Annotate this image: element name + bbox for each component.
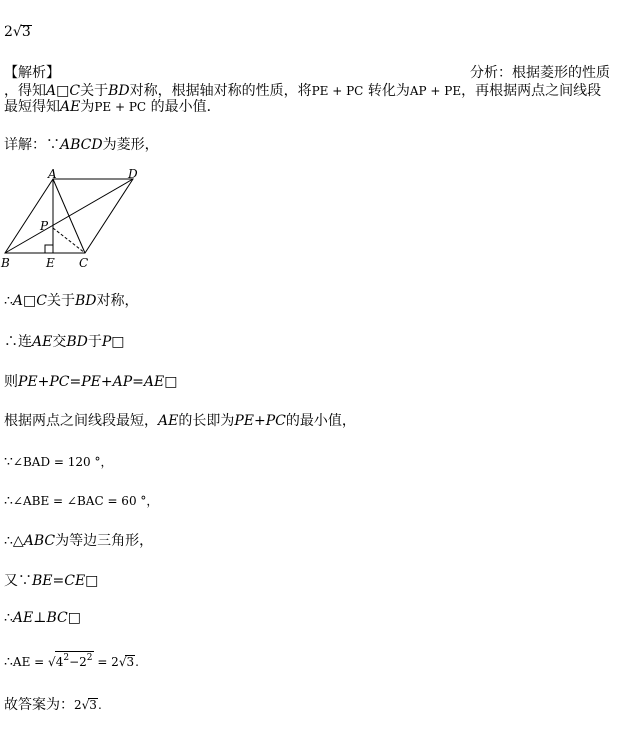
step-4 (4, 410, 356, 430)
text: 关于 (80, 83, 109, 99)
var: C (69, 83, 81, 99)
sep: □ (56, 83, 70, 99)
final-label: 故答案为： (4, 697, 74, 713)
because-symbol: ∵ (4, 454, 13, 470)
sep: □ (85, 573, 99, 589)
period: . (135, 655, 139, 669)
segment-pc-dashed (53, 228, 85, 253)
detail-line (4, 134, 159, 154)
expr: PE + PC (94, 100, 147, 114)
step-1 (4, 290, 139, 310)
base: 4 (55, 655, 64, 669)
final-radicand: 3 (89, 698, 97, 712)
var: AE (158, 413, 179, 429)
sep: □ (111, 334, 125, 350)
expr: PE + PC (311, 84, 364, 98)
step-3 (4, 371, 177, 391)
label-d: D (128, 168, 138, 181)
label-b: B (1, 256, 10, 270)
text: 为 (80, 99, 95, 115)
sqrt-sign: √ (118, 655, 127, 669)
var: BD (108, 83, 130, 99)
label-e: E (46, 256, 55, 270)
section-tag: 【解析】 (4, 65, 60, 81)
expr-rhs: = 2 (93, 655, 119, 669)
also-because-symbol: 又∵ (4, 573, 32, 589)
var: BD (75, 293, 97, 309)
diagonal-bd (5, 179, 133, 253)
sep: □ (23, 293, 37, 309)
var: BC (46, 610, 68, 626)
label-c: C (79, 256, 89, 270)
sep: □ (164, 374, 178, 390)
expr-lhs: AE = (12, 655, 49, 669)
text: 的最小值． (150, 99, 221, 115)
step-5 (4, 453, 113, 470)
answer-coef: 2 (4, 24, 13, 40)
because-symbol: ∵ (46, 137, 60, 153)
step-8 (4, 570, 98, 590)
text: 的长即为 (178, 413, 235, 429)
rhombus-figure (0, 168, 160, 273)
text: 对称， (96, 293, 139, 309)
equation: PE+PC=PE+AP=AE (18, 374, 165, 390)
equation: BE=CE (32, 573, 86, 589)
analysis-line-3 (4, 96, 221, 116)
minus-term: −2 (69, 655, 87, 669)
exponent: 2 (63, 653, 70, 663)
radicand: 3 (126, 655, 135, 669)
var: PE+PC (234, 413, 286, 429)
answer-radicand: 3 (21, 24, 31, 40)
text: 根据两点之间线段最短， (4, 413, 158, 429)
sqrt-sign: √ (12, 24, 22, 40)
step-9 (4, 610, 81, 626)
analysis-tag (4, 62, 60, 82)
therefore-symbol: ∴ (4, 533, 13, 549)
detail-label: 详解： (4, 137, 46, 153)
text: 转化为 (367, 83, 410, 99)
text: 连 (18, 334, 32, 350)
sep: ， (146, 494, 159, 508)
var: AE (32, 334, 53, 350)
expr: AP + PE (409, 84, 462, 98)
then-symbol: 则 (4, 374, 18, 390)
text: 交 (52, 334, 67, 350)
analysis-heading: 分析：根据菱形的性质 (470, 65, 610, 81)
label-p: P (40, 219, 49, 233)
step-7 (4, 530, 153, 550)
text: 为等边三角形， (55, 533, 154, 549)
sep: □ (67, 610, 81, 626)
text: ，再根据两点之间线段 (461, 83, 602, 99)
var: ABCD (60, 137, 103, 153)
period: . (97, 698, 102, 712)
text: 为菱形， (102, 137, 159, 153)
var: AE (60, 99, 81, 115)
angle-expr: ∠ABE = ∠BAC = 60 ° (12, 494, 147, 508)
final-answer (4, 694, 102, 714)
text: ，得知 (4, 83, 46, 99)
angle-expr: ∠BAD = 120 ° (12, 455, 101, 469)
therefore-symbol: ∴ (4, 610, 13, 626)
therefore-symbol: ∴ (4, 334, 18, 350)
sqrt-sign: √ (48, 655, 56, 669)
var: BD (66, 334, 88, 350)
var: C (36, 293, 47, 309)
var: P (101, 334, 112, 350)
perp-symbol: ⊥ (33, 610, 47, 626)
therefore-symbol: ∴ (4, 293, 13, 309)
right-angle-mark (45, 245, 53, 253)
text: 于 (87, 334, 102, 350)
text: 对称，根据轴对称的性质，将 (129, 83, 312, 99)
exponent: 2 (86, 653, 93, 663)
var: ABC (23, 533, 56, 549)
sqrt-sign: √ (81, 698, 90, 712)
final-coef: 2 (74, 698, 82, 712)
step-2 (4, 331, 125, 351)
step-6 (4, 492, 158, 509)
text: 的最小值， (285, 413, 356, 429)
sep: ， (100, 455, 113, 469)
text: 最短得知 (4, 99, 60, 115)
var: A (46, 83, 57, 99)
triangle-symbol: △ (12, 533, 24, 549)
radicand-expr (55, 651, 94, 668)
text: 关于 (47, 293, 75, 309)
therefore-symbol: ∴ (4, 493, 13, 509)
var: A (12, 293, 24, 309)
therefore-symbol: ∴ (4, 654, 13, 670)
label-a: A (48, 168, 57, 181)
step-10 (4, 651, 139, 670)
var: AE (12, 610, 34, 626)
answer-top (4, 24, 32, 40)
